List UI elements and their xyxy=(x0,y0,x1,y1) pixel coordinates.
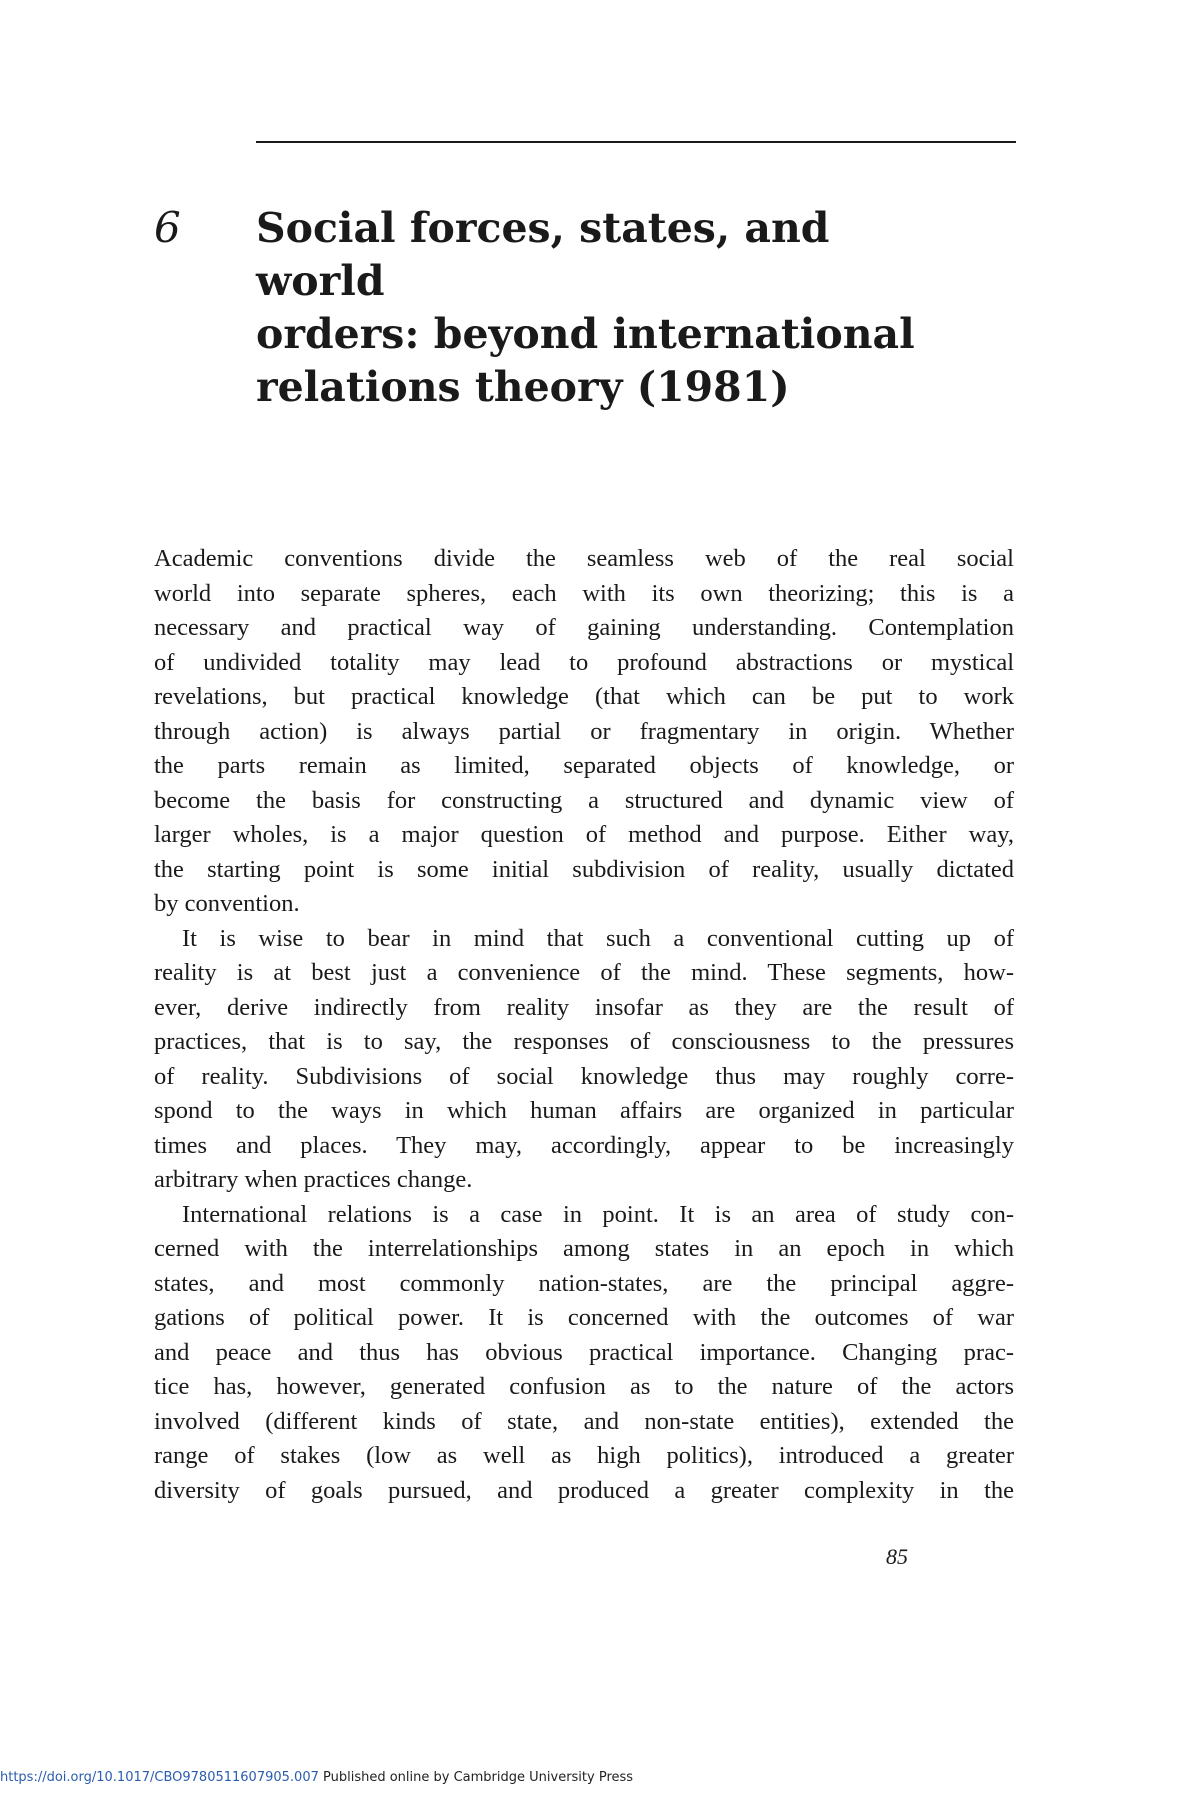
paragraph-line: of undivided totality may lead to profound abstractions or mystical xyxy=(154,648,1014,676)
header-rule xyxy=(256,141,1016,143)
paragraph-line: the starting point is some initial subdivision of reality, usually dictated xyxy=(154,855,1014,883)
paragraph-line: states, and most commonly nation-states, are the principal aggre- xyxy=(154,1269,1014,1297)
paragraph-line: cerned with the interrelationships among states in an epoch in which xyxy=(154,1235,1014,1262)
paragraph-line: by convention. xyxy=(154,890,300,917)
paragraph-line: reality is at best just a convenience of the mind. These segments, how- xyxy=(154,959,1014,986)
paragraph-line: diversity of goals pursued, and produced a greater complexity in the xyxy=(154,1476,1014,1504)
paragraph-line: necessary and practical way of gaining understanding. Contemplation xyxy=(154,614,1014,641)
paragraph-line: world into separate spheres, each with its own theorizing; this is a xyxy=(154,579,1014,607)
doi-link[interactable]: https://doi.org/10.1017/CBO9780511607905.007 xyxy=(0,1770,319,1785)
paragraph xyxy=(154,542,1014,922)
paragraph-line: and peace and thus has obvious practical importance. Changing prac- xyxy=(154,1338,1014,1366)
paragraph-line: become the basis for constructing a structured and dynamic view of xyxy=(154,786,1014,814)
paragraph-line: spond to the ways in which human affairs are organized in particular xyxy=(154,1097,1014,1124)
paragraph-line: range of stakes (low as well as high politics), introduced a greater xyxy=(154,1442,1014,1469)
paragraph-line: arbitrary when practices change. xyxy=(154,1166,473,1193)
paragraph xyxy=(154,922,1014,1198)
footer xyxy=(0,1770,633,1785)
paragraph-line: gations of political power. It is concerned with the outcomes of war xyxy=(154,1304,1014,1331)
paragraph-line: tice has, however, generated confusion as to the nature of the actors xyxy=(154,1373,1014,1400)
paragraph-line: larger wholes, is a major question of method and purpose. Either way, xyxy=(154,821,1014,848)
body-text xyxy=(154,542,1014,1508)
paragraph-line: of reality. Subdivisions of social knowledge thus may roughly corre- xyxy=(154,1062,1014,1090)
publisher-note: Published online by Cambridge University Press xyxy=(323,1770,634,1785)
page-number: 85 xyxy=(886,1544,908,1569)
paragraph xyxy=(154,1198,1014,1509)
paragraph-line: ever, derive indirectly from reality insofar as they are the result of xyxy=(154,993,1014,1021)
chapter-title xyxy=(256,202,956,414)
paragraph-line: times and places. They may, accordingly, appear to be increasingly xyxy=(154,1131,1014,1159)
paragraph-line: the parts remain as limited, separated objects of knowledge, or xyxy=(154,752,1014,779)
chapter-title-line: Social forces, states, and world xyxy=(256,204,830,305)
chapter-number: 6 xyxy=(154,203,181,252)
paragraph-line: practices, that is to say, the responses of consciousness to the pressures xyxy=(154,1028,1014,1055)
paragraph-line: through action) is always partial or fragmentary in origin. Whether xyxy=(154,717,1014,745)
chapter-title-line: orders: beyond international xyxy=(256,310,915,358)
paragraph-line: Academic conventions divide the seamless web of the real social xyxy=(154,545,1014,572)
paragraph-line: It is wise to bear in mind that such a conventional cutting up of xyxy=(182,924,1014,952)
chapter-title-line: relations theory (1981) xyxy=(256,363,790,411)
paragraph-line: revelations, but practical knowledge (that which can be put to work xyxy=(154,683,1014,710)
paragraph-line: involved (different kinds of state, and non-state entities), extended the xyxy=(154,1407,1014,1435)
paragraph-line: International relations is a case in point. It is an area of study con- xyxy=(182,1200,1014,1228)
